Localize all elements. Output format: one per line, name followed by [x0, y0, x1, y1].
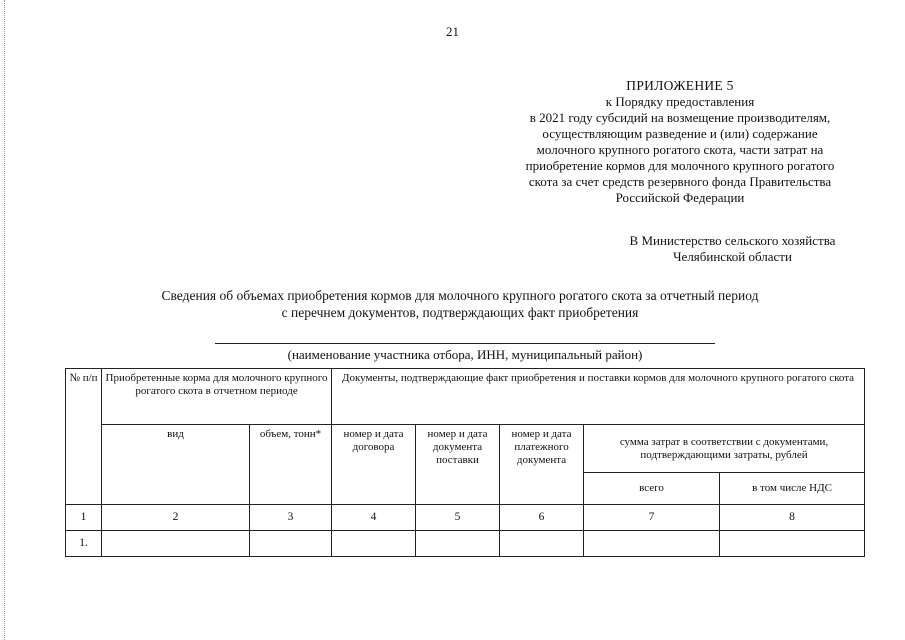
- cell-vat: [720, 531, 865, 557]
- row-no: 1.: [66, 531, 102, 557]
- column-number: 2: [102, 505, 250, 531]
- appendix-line: к Порядку предоставления: [605, 94, 755, 109]
- column-number: 1: [66, 505, 102, 531]
- column-number: 6: [500, 505, 584, 531]
- page-number: 21: [446, 24, 459, 39]
- addressee-block: [560, 233, 905, 265]
- column-number: 8: [720, 505, 865, 531]
- header-type: вид: [102, 425, 250, 505]
- header-payment: номер и дата платежного документа: [500, 425, 584, 505]
- column-number: 3: [250, 505, 332, 531]
- document-heading: [60, 287, 860, 321]
- feed-table: [65, 368, 865, 557]
- cell-contract: [332, 531, 416, 557]
- appendix-title: ПРИЛОЖЕНИЕ 5: [626, 78, 734, 93]
- addressee-line: В Министерство сельского хозяйства: [629, 233, 836, 248]
- column-number: 5: [416, 505, 500, 531]
- participant-fill-line: [215, 343, 715, 344]
- appendix-line: молочного крупного рогатого скота, части затрат на: [536, 142, 824, 157]
- appendix-line: в 2021 году субсидий на возмещение производителям,: [529, 110, 831, 125]
- column-number: 7: [584, 505, 720, 531]
- cell-delivery: [416, 531, 500, 557]
- addressee-line: Челябинской области: [673, 249, 792, 264]
- table-row: [66, 531, 865, 557]
- appendix-line: приобретение кормов для молочного крупного рогатого: [525, 158, 835, 173]
- header-docs-group: Документы, подтверждающие факт приобретения и поставки кормов для молочного крупного рогатого скота: [332, 369, 865, 425]
- cell-type: [102, 531, 250, 557]
- heading-line: Сведения об объемах приобретения кормов для молочного крупного рогатого скота за отчетный период: [161, 288, 759, 303]
- header-vat: в том числе НДС: [720, 473, 865, 505]
- appendix-line: скота за счет средств резервного фонда Правительства: [528, 174, 832, 189]
- header-delivery: номер и дата документа поставки: [416, 425, 500, 505]
- cell-volume: [250, 531, 332, 557]
- header-contract: номер и дата договора: [332, 425, 416, 505]
- header-volume: объем, тонн*: [250, 425, 332, 505]
- header-no: № п/п: [66, 369, 102, 505]
- appendix-line: Российской Федерации: [615, 190, 745, 205]
- cell-total: [584, 531, 720, 557]
- header-sum-group: сумма затрат в соответствии с документами, подтверждающими затраты, рублей: [584, 425, 865, 473]
- heading-line: с перечнем документов, подтверждающих факт приобретения: [281, 305, 639, 320]
- header-feed-group: Приобретенные корма для молочного крупного рогатого скота в отчетном периоде: [102, 369, 332, 425]
- header-total: всего: [584, 473, 720, 505]
- column-number: 4: [332, 505, 416, 531]
- appendix-block: [470, 78, 890, 206]
- participant-caption: (наименование участника отбора, ИНН, муниципальный район): [287, 347, 643, 362]
- appendix-line: осуществляющим разведение и (или) содержание: [542, 126, 818, 141]
- cell-payment: [500, 531, 584, 557]
- scan-edge: [4, 0, 6, 640]
